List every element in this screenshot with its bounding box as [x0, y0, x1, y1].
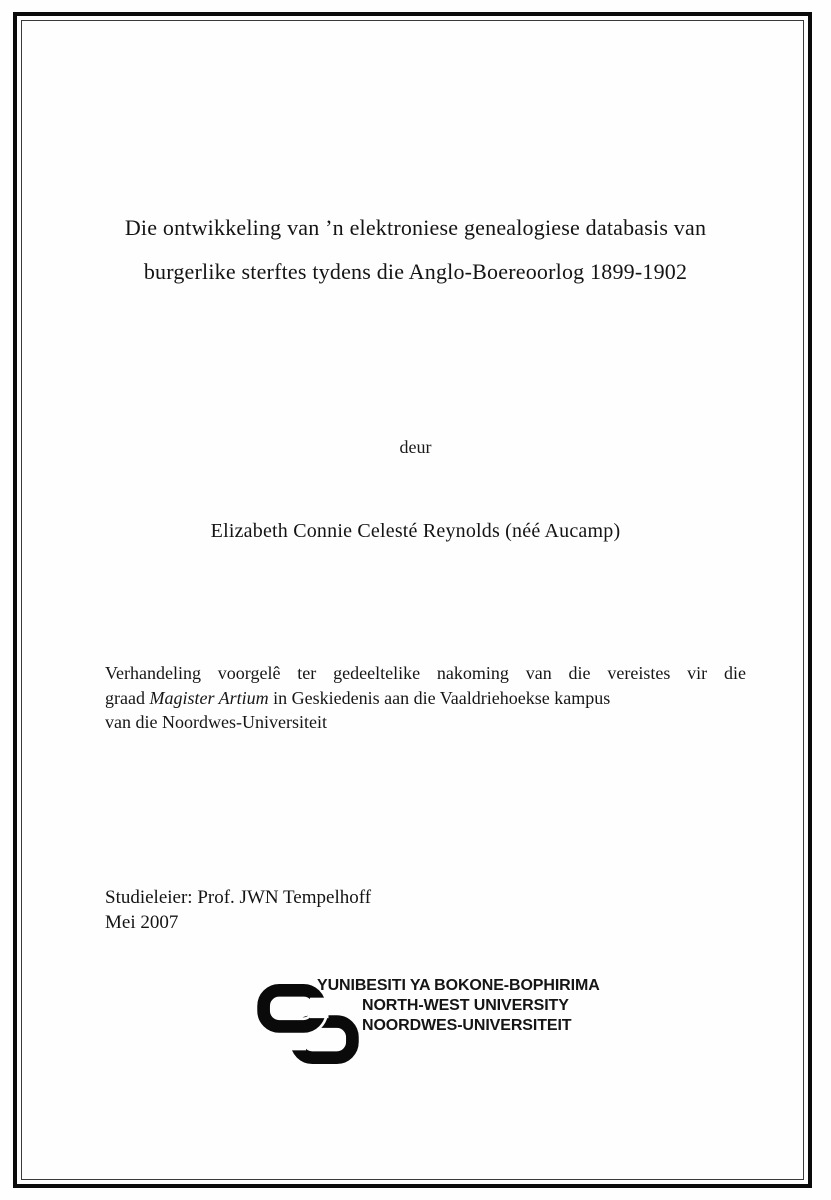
author-name: Elizabeth Connie Celesté Reynolds (néé Aucamp) — [210, 520, 621, 542]
degree-name-italic: Magister Artium — [149, 687, 269, 708]
byline-label: deur — [399, 437, 432, 457]
thesis-title — [0, 206, 831, 294]
thesis-statement-line2-pre: graad — [105, 687, 150, 708]
logo-text-english: NORTH-WEST UNIVERSITY — [362, 997, 569, 1014]
date-line: Mei 2007 — [105, 911, 179, 933]
thesis-statement-line3: van die Noordwes-Universiteit — [105, 712, 327, 732]
thesis-title-line1: Die ontwikkeling van ’n elektroniese genealogiese databasis van — [124, 215, 707, 240]
thesis-statement — [105, 661, 746, 735]
supervisor-block — [105, 886, 371, 935]
logo-text-setswana: YUNIBESITI YA BOKONE-BOPHIRIMA — [317, 977, 600, 994]
thesis-statement-line1: Verhandeling voorgelê ter gedeeltelike nakoming van die vereistes vir die — [105, 663, 746, 683]
logo-text-afrikaans: NOORDWES-UNIVERSITEIT — [362, 1017, 572, 1034]
thesis-statement-line2 — [105, 686, 746, 711]
nwu-chain-links-icon — [257, 984, 359, 1064]
university-logo — [257, 974, 600, 1066]
supervisor-line: Studieleier: Prof. JWN Tempelhoff — [105, 887, 372, 908]
thesis-title-line2: burgerlike sterftes tydens die Anglo-Boereoorlog 1899-1902 — [143, 259, 688, 284]
thesis-statement-line2-post: in Geskiedenis aan die Vaaldriehoekse kampus — [268, 687, 611, 708]
